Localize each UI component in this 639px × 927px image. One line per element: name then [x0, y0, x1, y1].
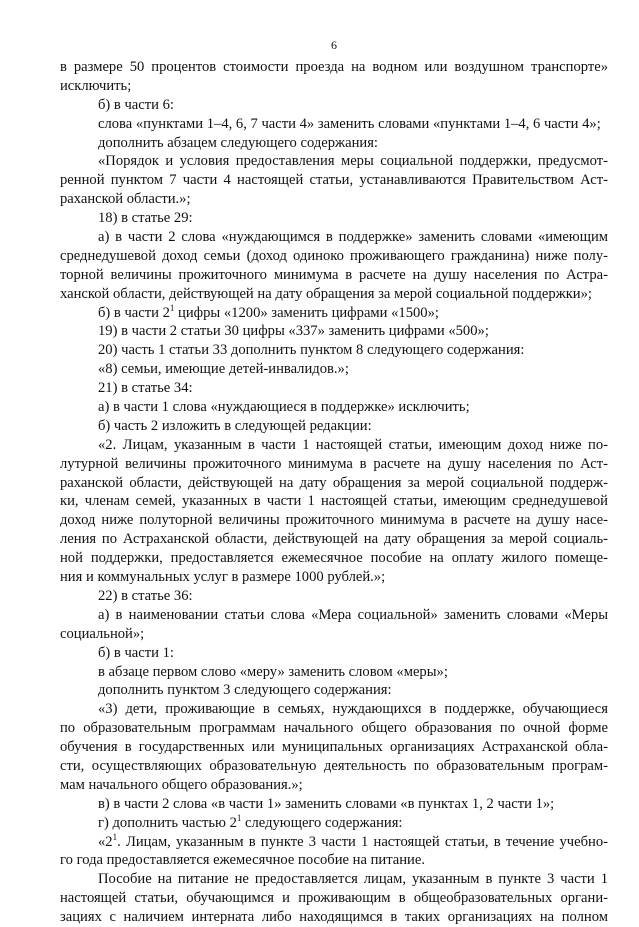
- text-line: ной поддержки, предоставляется ежемесячное пособие на оплату жилого помеще-: [60, 550, 608, 567]
- text-line: ления по Астраханской области, действующей на дату обращения за мерой социаль-: [60, 531, 608, 548]
- text-line: «Порядок и условия предоставления меры социальной поддержки, предусмот-: [98, 153, 608, 170]
- text-line: обучения в государственных или муниципальных организациях Астраханской обла-: [60, 739, 608, 756]
- text-line: а) в части 1 слова «нуждающиеся в поддержке» исключить;: [98, 399, 470, 416]
- text-line: раханской области.»;: [60, 191, 191, 208]
- superscript: 1: [236, 812, 242, 823]
- text-line: го года предоставляется ежемесячное пособие на питание.: [60, 852, 425, 869]
- text-line: в размере 50 процентов стоимости проезда на водном или воздушном транспорте»: [60, 59, 608, 75]
- text-line: среднедушевой доход семьи (доход одиноко проживающего гражданина) ниже полу-: [60, 247, 608, 264]
- text-line: б) в части 6:: [98, 96, 174, 113]
- text-line: а) в части 2 слова «нуждающимся в поддержке» заменить словами «имеющим: [98, 229, 608, 246]
- text-line: «8) семьи, имеющие детей-инвалидов.»;: [98, 361, 349, 378]
- superscript: 1: [112, 831, 118, 842]
- text-line: в абзаце первом слово «меру» заменить словом «меры»;: [98, 663, 448, 680]
- text-line: в) в части 2 слова «в части 1» заменить словами «в пунктах 1, 2 части 1»;: [98, 795, 555, 812]
- text-line: ренной пунктом 7 части 4 настоящей статьи, устанавливаются Правительством Аст-: [60, 172, 608, 189]
- text-line: 22) в статье 36:: [98, 587, 193, 604]
- text-line: «$2^1$. Лицам, указанным в пункте 3 части 1 настоящей статьи, в течение учебно-: [98, 831, 608, 850]
- text-line: 18) в статье 29:: [98, 210, 193, 227]
- text-line: Пособие на питание не предоставляется лицам, указанным в пункте 3 части 1: [98, 871, 608, 888]
- text-line: мам начального общего образования.»;: [60, 776, 303, 793]
- text-line: настоящей статьи, обучающимся и проживающим в общеобразовательных органи-: [60, 890, 608, 907]
- text-line: 20) часть 1 статьи 33 дополнить пунктом 8 следующего содержания:: [98, 342, 525, 359]
- text-line: б) часть 2 изложить в следующей редакции:: [98, 417, 372, 434]
- text-line: зациях с наличием интерната либо находящимся в таких организациях на полном: [60, 909, 608, 926]
- text-line: дополнить абзацем следующего содержания:: [98, 134, 378, 151]
- text-line: б) в части 1:: [98, 644, 174, 661]
- text-line: социальной»;: [60, 625, 145, 642]
- text-line: раханской области, действующей на дату обращения за мерой социальной поддерж-: [60, 474, 608, 491]
- document-body: [60, 58, 608, 927]
- text-line: слова «пунктами 1–4, 6, 7 части 4» заменить словами «пунктами 1–4, 6 части 4»;: [98, 115, 601, 132]
- superscript: 1: [169, 302, 175, 313]
- text-line: по образовательным программам начального общего образования по очной форме: [60, 720, 608, 737]
- document-page: [60, 0, 608, 926]
- text-line: лутурной величины прожиточного минимума в расчете на душу населения по Аст-: [60, 455, 608, 472]
- text-line: исключить;: [60, 77, 132, 94]
- text-line: «3) дети, проживающие в семьях, нуждающихся в поддержке, обучающиеся: [98, 701, 608, 718]
- text-line: торной величины прожиточного минимума в расчете на душу населения по Астра-: [60, 266, 608, 283]
- text-line: ханской области, действующей на дату обращения за мерой социальной поддержки»;: [60, 285, 592, 302]
- page-number: 6: [331, 38, 337, 52]
- text-line: 21) в статье 34:: [98, 380, 193, 397]
- text-line: г) дополнить частью $2^1$ следующего содержания:: [98, 812, 403, 831]
- text-line: сти, осуществляющих образовательную деятельность по образовательным програм-: [60, 757, 608, 774]
- text-line: 19) в части 2 статьи 30 цифры «337» заменить цифрами «500»;: [98, 323, 489, 340]
- text-line: б) в части $2^1$ цифры «1200» заменить цифрами «1500»;: [98, 302, 439, 321]
- text-line: доход ниже полуторной величины прожиточного минимума в расчете на душу насе-: [60, 512, 608, 529]
- text-line: дополнить пунктом 3 следующего содержания:: [98, 682, 392, 699]
- text-line: ния и коммунальных услуг в размере 1000 рублей.»;: [60, 569, 386, 586]
- text-line: ки, членам семей, указанных в части 1 настоящей статьи, имеющим среднедушевой: [60, 493, 608, 510]
- text-line: а) в наименовании статьи слова «Мера социальной» заменить словами «Меры: [98, 606, 608, 623]
- text-line: «2. Лицам, указанным в части 1 настоящей статьи, имеющим доход ниже по-: [98, 436, 608, 453]
